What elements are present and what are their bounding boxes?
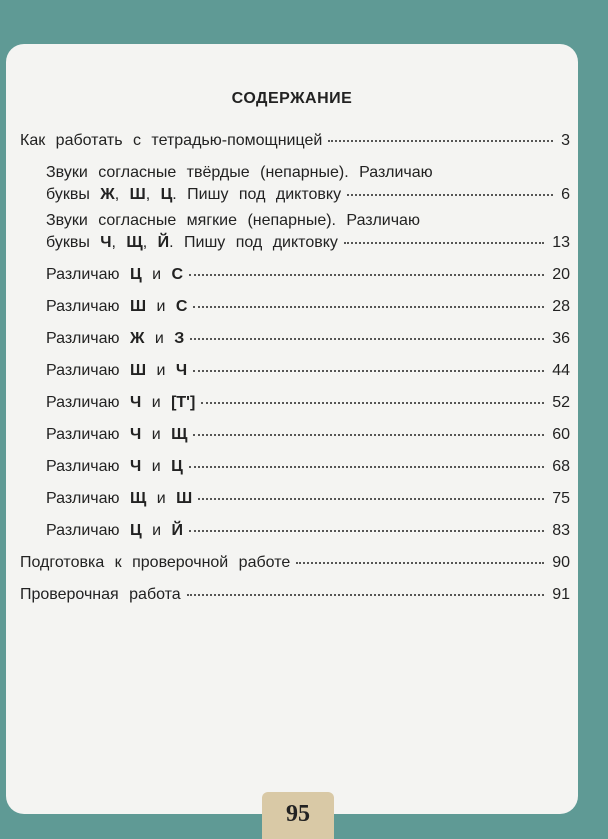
toc-entry: [46, 360, 570, 382]
toc-entry-page: 3: [561, 132, 570, 149]
toc-entry-page: 36: [552, 330, 570, 347]
toc-word: Различаю: [46, 330, 120, 347]
toc-word: Различаю: [46, 394, 120, 411]
toc-entry-page: 44: [552, 362, 570, 379]
conj: и: [156, 490, 166, 507]
letter: Ж: [100, 186, 115, 203]
leader-dots: [187, 593, 545, 596]
toc-entry-text: [46, 424, 187, 446]
toc-entry-text: [46, 456, 183, 478]
toc-word: Различаю: [46, 426, 120, 443]
letter: Ц: [160, 186, 173, 203]
conj: и: [152, 522, 162, 539]
toc-entry-text: Как работать с тетрадью-помощницей: [20, 132, 323, 149]
toc-suffix: Пишу под диктовку: [187, 186, 342, 203]
toc-entry-page: 6: [561, 186, 570, 203]
conj: и: [151, 458, 161, 475]
toc-word: Различаю: [46, 266, 120, 283]
letter: Ц: [129, 522, 142, 539]
letter: Ч: [175, 362, 188, 379]
toc-word: Различаю: [46, 458, 120, 475]
toc-entry: [46, 392, 570, 414]
toc-entry-text: [46, 264, 183, 286]
toc-entry-page: 91: [552, 586, 570, 603]
letter: Ш: [129, 362, 147, 379]
letter: Щ: [171, 426, 188, 443]
letter: Щ: [129, 490, 147, 507]
conj: и: [156, 362, 166, 379]
page-number-badge: 95: [262, 792, 334, 839]
toc-word: Различаю: [46, 490, 120, 507]
toc-entry: [46, 162, 570, 206]
letter: Ш: [129, 186, 146, 203]
letter: С: [175, 298, 188, 315]
toc-entry-text: буквы Ч, Щ, Й. Пишу под диктовку: [46, 234, 338, 251]
toc-entry: [46, 210, 570, 254]
conj: и: [151, 426, 161, 443]
toc-entry-page: 52: [552, 394, 570, 411]
toc-entry: [46, 264, 570, 286]
toc-word: Различаю: [46, 362, 120, 379]
conj: и: [152, 266, 162, 283]
toc-prefix: буквы: [46, 234, 90, 251]
letter: Ц: [171, 458, 183, 475]
toc-entry-page: 83: [552, 522, 570, 539]
toc-entry-line1: Звуки согласные твёрдые (непарные). Различаю: [46, 164, 433, 181]
leader-dots: [189, 529, 544, 532]
toc-entry-text: [46, 392, 195, 414]
toc-entry-page: 20: [552, 266, 570, 283]
leader-dots: [193, 305, 544, 308]
letter: С: [171, 266, 184, 283]
toc-entry: [46, 456, 570, 478]
letter: [Т']: [171, 394, 196, 411]
toc-entry-page: 90: [552, 554, 570, 571]
toc-entry: [20, 130, 570, 152]
letter: Ж: [129, 330, 145, 347]
leader-dots: [344, 241, 544, 244]
letter: Ч: [129, 426, 142, 443]
toc-entry-text: [46, 296, 187, 318]
toc-entry-text: [46, 360, 187, 382]
leader-dots: [193, 369, 544, 372]
conj: и: [151, 394, 161, 411]
toc-entry-page: 13: [552, 234, 570, 251]
leader-dots: [189, 273, 544, 276]
toc-entry: [46, 424, 570, 446]
leader-dots: [201, 401, 544, 404]
letter: Ш: [129, 298, 147, 315]
toc-entry: [46, 328, 570, 350]
letter: Ч: [129, 394, 142, 411]
toc-entry-text: [46, 328, 184, 350]
toc-entry-line1: Звуки согласные мягкие (непарные). Различаю: [46, 212, 420, 229]
letter: Ц: [129, 266, 142, 283]
toc-entry-text: Проверочная работа: [20, 586, 181, 603]
letter: Щ: [126, 234, 143, 251]
contents-page: [6, 44, 578, 814]
toc-word: Различаю: [46, 522, 120, 539]
letter: Ч: [100, 234, 112, 251]
leader-dots: [328, 139, 553, 142]
toc-entry: [46, 520, 570, 542]
conj: и: [154, 330, 164, 347]
toc-suffix: Пишу под диктовку: [184, 234, 338, 251]
letter: З: [174, 330, 185, 347]
leader-dots: [190, 337, 544, 340]
toc-entry-page: 75: [552, 490, 570, 507]
toc-entry-page: 28: [552, 298, 570, 315]
toc-prefix: буквы: [46, 186, 90, 203]
toc-entry: [46, 488, 570, 510]
toc-entry-page: 68: [552, 458, 570, 475]
page-title: СОДЕРЖАНИЕ: [231, 90, 353, 107]
toc-entry: [20, 552, 570, 574]
leader-dots: [198, 497, 544, 500]
toc-entry-text: Подготовка к проверочной работе: [20, 554, 291, 571]
leader-dots: [189, 465, 544, 468]
letter: Ш: [176, 490, 193, 507]
letter: Й: [157, 234, 170, 251]
letter: Ч: [129, 458, 142, 475]
leader-dots: [347, 193, 553, 196]
toc-entry-text: [46, 520, 183, 542]
conj: и: [156, 298, 166, 315]
toc-entry-page: 60: [552, 426, 570, 443]
toc-entry-text: [46, 488, 192, 510]
toc-word: Различаю: [46, 298, 120, 315]
toc-entry: [46, 296, 570, 318]
toc-entry-text: буквы Ж, Ш, Ц. Пишу под диктовку: [46, 186, 342, 203]
toc-entry: [20, 584, 570, 606]
leader-dots: [193, 433, 544, 436]
leader-dots: [296, 561, 544, 564]
letter: Й: [171, 522, 184, 539]
